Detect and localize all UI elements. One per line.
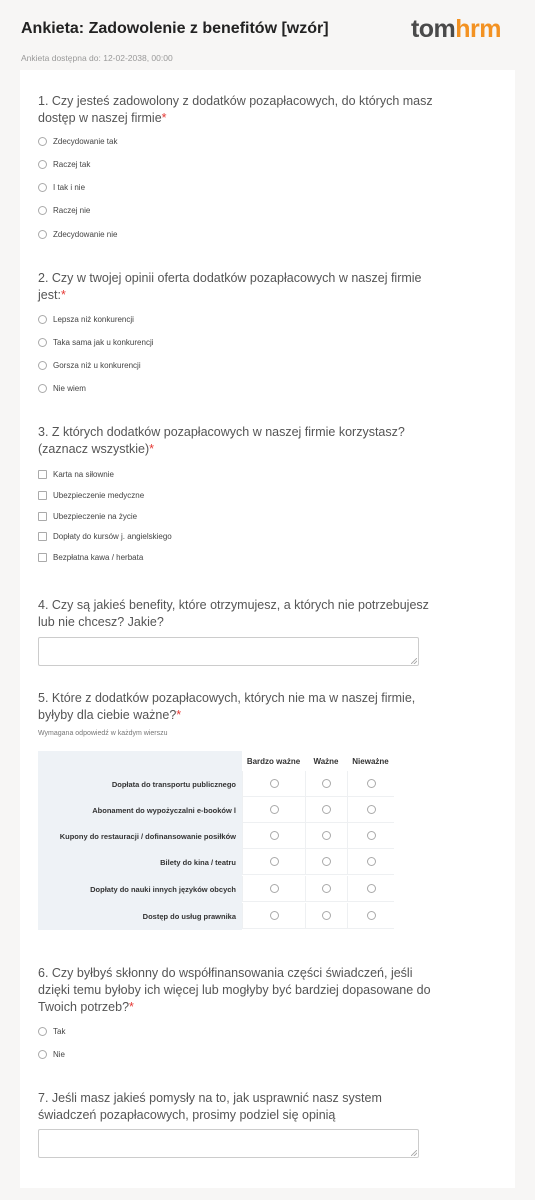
- radio-option[interactable]: Raczej tak: [38, 157, 90, 171]
- radio-button[interactable]: [270, 911, 279, 920]
- radio-button[interactable]: [367, 779, 376, 788]
- required-hint: Wymagana odpowiedź w każdym wierszu: [38, 730, 168, 737]
- matrix-cell[interactable]: [242, 823, 305, 849]
- required-mark: *: [161, 111, 167, 125]
- radio-button[interactable]: [322, 805, 331, 814]
- radio-option[interactable]: Gorsza niż u konkurencji: [38, 358, 141, 372]
- matrix-cell[interactable]: [347, 849, 394, 875]
- radio-button[interactable]: [270, 779, 279, 788]
- checkbox-option[interactable]: Ubezpieczenie medyczne: [38, 488, 144, 502]
- matrix-row: [38, 771, 394, 797]
- radio-button[interactable]: [270, 857, 279, 866]
- checkbox-option[interactable]: Karta na siłownie: [38, 467, 114, 481]
- radio-button[interactable]: [38, 361, 47, 370]
- radio-button[interactable]: [270, 831, 279, 840]
- checkbox[interactable]: [38, 532, 47, 541]
- radio-button[interactable]: [367, 884, 376, 893]
- matrix-row: [38, 876, 394, 902]
- matrix-cell[interactable]: [347, 903, 394, 929]
- survey-form: [20, 70, 515, 1188]
- page-title: Ankieta: Zadowolenie z benefitów [wzór]: [21, 20, 329, 37]
- required-mark: *: [176, 708, 182, 722]
- checkbox[interactable]: [38, 491, 47, 500]
- radio-button[interactable]: [38, 1050, 47, 1059]
- radio-option[interactable]: I tak i nie: [38, 180, 85, 194]
- tomhrm-logo: tomhrm: [410, 15, 501, 43]
- radio-option[interactable]: Nie: [38, 1047, 65, 1061]
- radio-button[interactable]: [270, 805, 279, 814]
- matrix-cell[interactable]: [242, 876, 305, 902]
- radio-button[interactable]: [38, 1027, 47, 1036]
- required-mark: *: [129, 1000, 134, 1014]
- radio-button[interactable]: [322, 779, 331, 788]
- radio-button[interactable]: [38, 183, 47, 192]
- radio-option[interactable]: Raczej nie: [38, 203, 90, 217]
- matrix-row: [38, 797, 394, 823]
- required-mark: *: [60, 288, 66, 302]
- matrix-cell[interactable]: [347, 771, 394, 797]
- required-mark: *: [149, 442, 155, 456]
- radio-button[interactable]: [322, 831, 331, 840]
- matrix-row: [38, 823, 394, 849]
- matrix-cell[interactable]: [347, 876, 394, 902]
- matrix-cell[interactable]: [347, 823, 394, 849]
- matrix-row-label: Dostęp do usług prawnika: [142, 911, 236, 921]
- matrix-col-header: Bardzo ważne: [246, 756, 301, 766]
- page-header: [0, 0, 535, 70]
- matrix-cell[interactable]: [305, 876, 347, 902]
- radio-button[interactable]: [367, 857, 376, 866]
- radio-button[interactable]: [38, 315, 47, 324]
- matrix-cell[interactable]: [305, 771, 347, 797]
- radio-button[interactable]: [38, 206, 47, 215]
- matrix-cell[interactable]: [347, 797, 394, 823]
- checkbox[interactable]: [38, 470, 47, 479]
- matrix-cell[interactable]: [305, 849, 347, 875]
- checkbox-option[interactable]: Bezpłatna kawa / herbata: [38, 550, 143, 564]
- radio-option[interactable]: Zdecydowanie tak: [38, 134, 117, 148]
- availability-note: Ankieta dostępna do: 12-02-2038, 00:00: [21, 53, 173, 63]
- question-7: 7. Jeśli masz jakieś pomysły na to, jak usprawnić nasz system świadczeń pozapłacowych, prosimy podziel się opinią: [38, 1091, 382, 1122]
- matrix-row-label: Bilety do kina / teatru: [160, 857, 236, 867]
- matrix-row-label: Dopłata do transportu publicznego: [111, 779, 236, 789]
- matrix-row-label: Kupony do restauracji / dofinansowanie posiłków: [59, 831, 236, 841]
- matrix-row: [38, 849, 394, 875]
- radio-option[interactable]: Taka sama jak u konkurencji: [38, 335, 154, 349]
- radio-option[interactable]: Nie wiem: [38, 381, 86, 395]
- checkbox[interactable]: [38, 512, 47, 521]
- question-3: 3. Z których dodatków pozapłacowych w naszej firmie korzystasz? (zaznacz wszystkie)*: [38, 425, 405, 456]
- ideas-textarea[interactable]: [38, 1129, 419, 1158]
- question-2: 2. Czy w twojej opinii oferta dodatków pozapłacowych w naszej firmie jest:*: [38, 271, 422, 302]
- benefits-unneeded-textarea[interactable]: [38, 637, 419, 666]
- radio-button[interactable]: [367, 805, 376, 814]
- matrix-row-label: Dopłaty do nauki innych języków obcych: [90, 884, 236, 894]
- checkbox-option[interactable]: Ubezpieczenie na życie: [38, 509, 137, 523]
- radio-option[interactable]: Tak: [38, 1024, 65, 1038]
- matrix-cell[interactable]: [242, 903, 305, 929]
- question-5: 5. Które z dodatków pozapłacowych, których nie ma w naszej firmie, byłyby dla ciebie ważne?*: [38, 691, 416, 722]
- matrix-col-header: Ważne: [313, 756, 339, 766]
- matrix-cell[interactable]: [242, 797, 305, 823]
- matrix-cell[interactable]: [305, 797, 347, 823]
- matrix-col-header: Nieważne: [352, 756, 389, 766]
- radio-button[interactable]: [38, 384, 47, 393]
- checkbox-option[interactable]: Dopłaty do kursów j. angielskiego: [38, 529, 172, 543]
- matrix-cell[interactable]: [242, 771, 305, 797]
- matrix-row: [38, 903, 394, 929]
- radio-option[interactable]: Zdecydowanie nie: [38, 227, 117, 241]
- radio-button[interactable]: [270, 884, 279, 893]
- checkbox[interactable]: [38, 553, 47, 562]
- matrix-cell[interactable]: [305, 903, 347, 929]
- radio-button[interactable]: [367, 911, 376, 920]
- matrix-cell[interactable]: [305, 823, 347, 849]
- radio-button[interactable]: [322, 857, 331, 866]
- matrix-row-label: Abonament do wypożyczalni e-booków l: [92, 805, 236, 815]
- radio-button[interactable]: [38, 230, 47, 239]
- resize-handle-icon[interactable]: [411, 1150, 417, 1156]
- question-4: 4. Czy są jakieś benefity, które otrzymujesz, a których nie potrzebujesz lub nie chcesz? Jakie?: [38, 598, 429, 629]
- radio-button[interactable]: [38, 338, 47, 347]
- radio-button[interactable]: [322, 911, 331, 920]
- question-1: 1. Czy jesteś zadowolony z dodatków pozapłacowych, do których masz dostęp w naszej firmie*: [38, 94, 433, 125]
- question-6: 6. Czy byłbyś skłonny do współfinansowania części świadczeń, jeśli dzięki temu byłoby ich więcej lub mogłyby być bardziej dopasowane do Twoich potrzeb?*: [38, 966, 431, 1014]
- radio-button[interactable]: [322, 884, 331, 893]
- radio-button[interactable]: [38, 137, 47, 146]
- radio-button[interactable]: [367, 831, 376, 840]
- matrix-cell[interactable]: [242, 849, 305, 875]
- radio-option[interactable]: Lepsza niż konkurencji: [38, 312, 134, 326]
- resize-handle-icon[interactable]: [411, 658, 417, 664]
- radio-button[interactable]: [38, 160, 47, 169]
